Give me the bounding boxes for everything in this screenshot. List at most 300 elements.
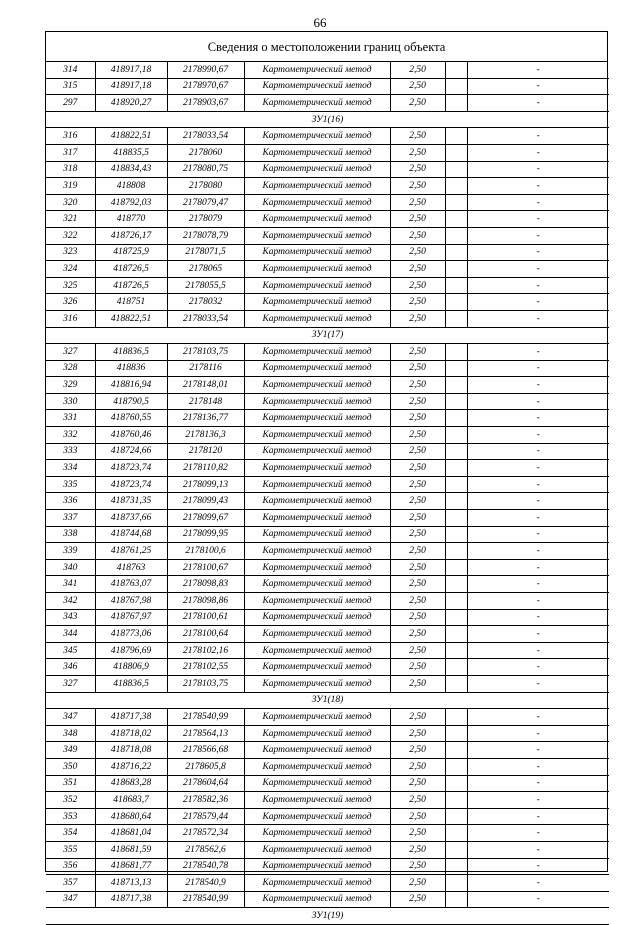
coord-x: 418723,74 <box>95 476 167 493</box>
method-cell: Картометрический метод <box>244 310 390 327</box>
coord-x: 418917,18 <box>95 62 167 78</box>
accuracy-cell: 2,50 <box>390 825 445 842</box>
description-cell: - <box>467 875 609 892</box>
accuracy-cell: 2,50 <box>390 310 445 327</box>
method-cell: Картометрический метод <box>244 460 390 477</box>
point-number: 321 <box>46 211 95 228</box>
coord-x: 418767,97 <box>95 609 167 626</box>
point-number: 338 <box>46 526 95 543</box>
point-number: 353 <box>46 808 95 825</box>
accuracy-cell: 2,50 <box>390 78 445 95</box>
empty-cell <box>445 758 467 775</box>
empty-cell <box>445 476 467 493</box>
empty-cell <box>445 427 467 444</box>
coord-x: 418770 <box>95 211 167 228</box>
method-cell: Картометрический метод <box>244 443 390 460</box>
table-row <box>46 443 609 460</box>
method-cell: Картометрический метод <box>244 675 390 692</box>
coord-y: 2178564,13 <box>167 725 244 742</box>
section-row <box>46 692 609 709</box>
section-label: ЗУ1(17) <box>46 327 609 344</box>
point-number: 346 <box>46 659 95 676</box>
accuracy-cell: 2,50 <box>390 460 445 477</box>
description-cell: - <box>467 244 609 261</box>
method-cell: Картометрический метод <box>244 775 390 792</box>
empty-cell <box>445 675 467 692</box>
description-cell: - <box>467 510 609 527</box>
point-number: 327 <box>46 344 95 361</box>
table-row <box>46 758 609 775</box>
description-cell: - <box>467 609 609 626</box>
method-cell: Картометрический метод <box>244 642 390 659</box>
empty-cell <box>445 526 467 543</box>
table-row <box>46 526 609 543</box>
point-number: 314 <box>46 62 95 78</box>
coord-x: 418917,18 <box>95 78 167 95</box>
empty-cell <box>445 244 467 261</box>
point-number: 343 <box>46 609 95 626</box>
point-number: 324 <box>46 261 95 278</box>
table-row <box>46 277 609 294</box>
empty-cell <box>445 62 467 78</box>
accuracy-cell: 2,50 <box>390 128 445 145</box>
coord-y: 2178060 <box>167 144 244 161</box>
table-row <box>46 211 609 228</box>
description-cell: - <box>467 277 609 294</box>
description-cell: - <box>467 377 609 394</box>
table-row <box>46 261 609 278</box>
accuracy-cell: 2,50 <box>390 161 445 178</box>
coord-y: 2178582,36 <box>167 792 244 809</box>
table-row <box>46 559 609 576</box>
method-cell: Картометрический метод <box>244 576 390 593</box>
coord-y: 2178540,99 <box>167 891 244 908</box>
empty-cell <box>445 609 467 626</box>
description-cell: - <box>467 211 609 228</box>
coord-x: 418751 <box>95 294 167 311</box>
coord-y: 2178579,44 <box>167 808 244 825</box>
description-cell: - <box>467 427 609 444</box>
accuracy-cell: 2,50 <box>390 543 445 560</box>
empty-cell <box>445 709 467 726</box>
method-cell: Картометрический метод <box>244 393 390 410</box>
description-cell: - <box>467 675 609 692</box>
method-cell: Картометрический метод <box>244 891 390 908</box>
coord-y: 2178120 <box>167 443 244 460</box>
method-cell: Картометрический метод <box>244 841 390 858</box>
method-cell: Картометрический метод <box>244 626 390 643</box>
empty-cell <box>445 493 467 510</box>
coord-x: 418836,5 <box>95 675 167 692</box>
point-number: 315 <box>46 78 95 95</box>
method-cell: Картометрический метод <box>244 410 390 427</box>
empty-cell <box>445 510 467 527</box>
accuracy-cell: 2,50 <box>390 510 445 527</box>
table-row <box>46 95 609 112</box>
table-row <box>46 476 609 493</box>
method-cell: Картометрический метод <box>244 510 390 527</box>
method-cell: Картометрический метод <box>244 493 390 510</box>
coord-x: 418726,5 <box>95 261 167 278</box>
description-cell: - <box>467 95 609 112</box>
empty-cell <box>445 178 467 195</box>
coord-x: 418790,5 <box>95 393 167 410</box>
accuracy-cell: 2,50 <box>390 609 445 626</box>
description-cell: - <box>467 858 609 875</box>
description-cell: - <box>467 410 609 427</box>
accuracy-cell: 2,50 <box>390 808 445 825</box>
method-cell: Картометрический метод <box>244 294 390 311</box>
empty-cell <box>445 875 467 892</box>
table-row <box>46 576 609 593</box>
table-row <box>46 543 609 560</box>
description-cell: - <box>467 543 609 560</box>
point-number: 347 <box>46 709 95 726</box>
point-number: 333 <box>46 443 95 460</box>
coord-y: 2178136,77 <box>167 410 244 427</box>
table-row <box>46 194 609 211</box>
coord-y: 2178136,3 <box>167 427 244 444</box>
method-cell: Картометрический метод <box>244 211 390 228</box>
coord-y: 2178098,83 <box>167 576 244 593</box>
coord-y: 2178065 <box>167 261 244 278</box>
empty-cell <box>445 775 467 792</box>
table-row <box>46 244 609 261</box>
table-row <box>46 891 609 908</box>
coord-x: 418836 <box>95 360 167 377</box>
coord-x: 418816,94 <box>95 377 167 394</box>
coord-x: 418760,46 <box>95 427 167 444</box>
coord-y: 2178033,54 <box>167 128 244 145</box>
method-cell: Картометрический метод <box>244 194 390 211</box>
method-cell: Картометрический метод <box>244 95 390 112</box>
accuracy-cell: 2,50 <box>390 576 445 593</box>
empty-cell <box>445 360 467 377</box>
empty-cell <box>445 626 467 643</box>
table-row <box>46 742 609 759</box>
coord-y: 2178071,5 <box>167 244 244 261</box>
accuracy-cell: 2,50 <box>390 841 445 858</box>
description-cell: - <box>467 742 609 759</box>
description-cell: - <box>467 808 609 825</box>
method-cell: Картометрический метод <box>244 559 390 576</box>
table-row <box>46 858 609 875</box>
description-cell: - <box>467 526 609 543</box>
empty-cell <box>445 543 467 560</box>
method-cell: Картометрический метод <box>244 227 390 244</box>
coord-x: 418822,51 <box>95 128 167 145</box>
description-cell: - <box>467 825 609 842</box>
point-number: 350 <box>46 758 95 775</box>
description-cell: - <box>467 310 609 327</box>
point-number: 347 <box>46 891 95 908</box>
section-label: ЗУ1(18) <box>46 692 609 709</box>
coord-y: 2178903,67 <box>167 95 244 112</box>
empty-cell <box>445 642 467 659</box>
coord-y: 2178080 <box>167 178 244 195</box>
method-cell: Картометрический метод <box>244 808 390 825</box>
description-cell: - <box>467 128 609 145</box>
empty-cell <box>445 742 467 759</box>
point-number: 329 <box>46 377 95 394</box>
method-cell: Картометрический метод <box>244 277 390 294</box>
point-number: 326 <box>46 294 95 311</box>
empty-cell <box>445 443 467 460</box>
accuracy-cell: 2,50 <box>390 476 445 493</box>
accuracy-cell: 2,50 <box>390 725 445 742</box>
accuracy-cell: 2,50 <box>390 95 445 112</box>
point-number: 322 <box>46 227 95 244</box>
method-cell: Картометрический метод <box>244 178 390 195</box>
method-cell: Картометрический метод <box>244 427 390 444</box>
table-row <box>46 825 609 842</box>
table-row <box>46 609 609 626</box>
coord-x: 418761,25 <box>95 543 167 560</box>
point-number: 318 <box>46 161 95 178</box>
point-number: 330 <box>46 393 95 410</box>
empty-cell <box>445 841 467 858</box>
table-row <box>46 841 609 858</box>
point-number: 342 <box>46 593 95 610</box>
empty-cell <box>445 261 467 278</box>
table-row <box>46 427 609 444</box>
point-number: 344 <box>46 626 95 643</box>
coord-y: 2178079,47 <box>167 194 244 211</box>
point-number: 331 <box>46 410 95 427</box>
accuracy-cell: 2,50 <box>390 62 445 78</box>
coord-y: 2178540,9 <box>167 875 244 892</box>
point-number: 320 <box>46 194 95 211</box>
coord-y: 2178102,16 <box>167 642 244 659</box>
coord-y: 2178100,6 <box>167 543 244 560</box>
coord-x: 418717,38 <box>95 709 167 726</box>
empty-cell <box>445 858 467 875</box>
accuracy-cell: 2,50 <box>390 377 445 394</box>
empty-cell <box>445 194 467 211</box>
coord-y: 2178562,6 <box>167 841 244 858</box>
method-cell: Картометрический метод <box>244 360 390 377</box>
accuracy-cell: 2,50 <box>390 410 445 427</box>
method-cell: Картометрический метод <box>244 609 390 626</box>
table-row <box>46 377 609 394</box>
coord-x: 418835,5 <box>95 144 167 161</box>
accuracy-cell: 2,50 <box>390 891 445 908</box>
coord-x: 418723,74 <box>95 460 167 477</box>
coord-y: 2178540,99 <box>167 709 244 726</box>
accuracy-cell: 2,50 <box>390 277 445 294</box>
table-row <box>46 675 609 692</box>
method-cell: Картометрический метод <box>244 344 390 361</box>
accuracy-cell: 2,50 <box>390 709 445 726</box>
table-row <box>46 344 609 361</box>
table-row <box>46 875 609 892</box>
section-label: ЗУ1(19) <box>46 908 609 925</box>
accuracy-cell: 2,50 <box>390 227 445 244</box>
table-row <box>46 178 609 195</box>
method-cell: Картометрический метод <box>244 543 390 560</box>
accuracy-cell: 2,50 <box>390 144 445 161</box>
method-cell: Картометрический метод <box>244 758 390 775</box>
description-cell: - <box>467 626 609 643</box>
accuracy-cell: 2,50 <box>390 344 445 361</box>
coord-y: 2178099,67 <box>167 510 244 527</box>
empty-cell <box>445 78 467 95</box>
table-row <box>46 659 609 676</box>
method-cell: Картометрический метод <box>244 144 390 161</box>
description-cell: - <box>467 758 609 775</box>
coord-x: 418717,38 <box>95 891 167 908</box>
table-row <box>46 493 609 510</box>
coord-x: 418836,5 <box>95 344 167 361</box>
description-cell: - <box>467 62 609 78</box>
accuracy-cell: 2,50 <box>390 758 445 775</box>
method-cell: Картометрический метод <box>244 377 390 394</box>
coord-y: 2178116 <box>167 360 244 377</box>
coord-y: 2178055,5 <box>167 277 244 294</box>
description-cell: - <box>467 709 609 726</box>
description-cell: - <box>467 294 609 311</box>
point-number: 349 <box>46 742 95 759</box>
coord-y: 2178103,75 <box>167 675 244 692</box>
coord-x: 418681,04 <box>95 825 167 842</box>
coord-x: 418822,51 <box>95 310 167 327</box>
method-cell: Картометрический метод <box>244 78 390 95</box>
description-cell: - <box>467 443 609 460</box>
coord-x: 418763 <box>95 559 167 576</box>
point-number: 328 <box>46 360 95 377</box>
point-number: 337 <box>46 510 95 527</box>
empty-cell <box>445 410 467 427</box>
point-number: 339 <box>46 543 95 560</box>
method-cell: Картометрический метод <box>244 875 390 892</box>
point-number: 335 <box>46 476 95 493</box>
empty-cell <box>445 95 467 112</box>
point-number: 341 <box>46 576 95 593</box>
section-label: ЗУ1(16) <box>46 111 609 128</box>
method-cell: Картометрический метод <box>244 476 390 493</box>
coord-y: 2178099,95 <box>167 526 244 543</box>
accuracy-cell: 2,50 <box>390 493 445 510</box>
accuracy-cell: 2,50 <box>390 593 445 610</box>
coord-x: 418744,68 <box>95 526 167 543</box>
empty-cell <box>445 659 467 676</box>
point-number: 317 <box>46 144 95 161</box>
table-row <box>46 310 609 327</box>
coord-x: 418724,66 <box>95 443 167 460</box>
coord-y: 2178102,55 <box>167 659 244 676</box>
empty-cell <box>445 576 467 593</box>
accuracy-cell: 2,50 <box>390 211 445 228</box>
empty-cell <box>445 393 467 410</box>
description-cell: - <box>467 841 609 858</box>
table-row <box>46 792 609 809</box>
method-cell: Картометрический метод <box>244 161 390 178</box>
accuracy-cell: 2,50 <box>390 675 445 692</box>
coord-x: 418716,22 <box>95 758 167 775</box>
accuracy-cell: 2,50 <box>390 393 445 410</box>
coord-x: 418737,66 <box>95 510 167 527</box>
description-cell: - <box>467 576 609 593</box>
point-number: 325 <box>46 277 95 294</box>
accuracy-cell: 2,50 <box>390 526 445 543</box>
section-row <box>46 111 609 128</box>
empty-cell <box>445 559 467 576</box>
accuracy-cell: 2,50 <box>390 427 445 444</box>
coord-y: 2178604,64 <box>167 775 244 792</box>
description-cell: - <box>467 360 609 377</box>
description-cell: - <box>467 144 609 161</box>
table-row <box>46 144 609 161</box>
method-cell: Картометрический метод <box>244 593 390 610</box>
description-cell: - <box>467 775 609 792</box>
point-number: 336 <box>46 493 95 510</box>
accuracy-cell: 2,50 <box>390 360 445 377</box>
empty-cell <box>445 725 467 742</box>
method-cell: Картометрический метод <box>244 128 390 145</box>
table-row <box>46 775 609 792</box>
point-number: 356 <box>46 858 95 875</box>
empty-cell <box>445 211 467 228</box>
empty-cell <box>445 460 467 477</box>
boundary-points-table <box>46 62 609 925</box>
method-cell: Картометрический метод <box>244 709 390 726</box>
point-number: 334 <box>46 460 95 477</box>
coord-y: 2178100,64 <box>167 626 244 643</box>
description-cell: - <box>467 393 609 410</box>
point-number: 348 <box>46 725 95 742</box>
description-cell: - <box>467 792 609 809</box>
coord-y: 2178970,67 <box>167 78 244 95</box>
point-number: 316 <box>46 310 95 327</box>
empty-cell <box>445 144 467 161</box>
empty-cell <box>445 891 467 908</box>
coord-y: 2178990,67 <box>167 62 244 78</box>
page-number: 66 <box>313 15 327 30</box>
point-number: 319 <box>46 178 95 195</box>
accuracy-cell: 2,50 <box>390 443 445 460</box>
table-row <box>46 510 609 527</box>
coord-y: 2178572,34 <box>167 825 244 842</box>
table-title: Сведения о местоположении границ объекта <box>46 32 607 62</box>
coord-x: 418713,13 <box>95 875 167 892</box>
coord-x: 418726,17 <box>95 227 167 244</box>
coord-x: 418808 <box>95 178 167 195</box>
empty-cell <box>445 227 467 244</box>
coord-y: 2178605,8 <box>167 758 244 775</box>
table-row <box>46 393 609 410</box>
description-cell: - <box>467 725 609 742</box>
table-row <box>46 410 609 427</box>
coord-x: 418725,9 <box>95 244 167 261</box>
method-cell: Картометрический метод <box>244 825 390 842</box>
method-cell: Картометрический метод <box>244 526 390 543</box>
empty-cell <box>445 344 467 361</box>
description-cell: - <box>467 227 609 244</box>
coord-x: 418920,27 <box>95 95 167 112</box>
section-row <box>46 327 609 344</box>
table-row <box>46 294 609 311</box>
table-row <box>46 808 609 825</box>
method-cell: Картометрический метод <box>244 659 390 676</box>
empty-cell <box>445 277 467 294</box>
accuracy-cell: 2,50 <box>390 194 445 211</box>
point-number: 345 <box>46 642 95 659</box>
coord-x: 418773,06 <box>95 626 167 643</box>
accuracy-cell: 2,50 <box>390 559 445 576</box>
coord-x: 418796,69 <box>95 642 167 659</box>
accuracy-cell: 2,50 <box>390 858 445 875</box>
coord-x: 418760,55 <box>95 410 167 427</box>
